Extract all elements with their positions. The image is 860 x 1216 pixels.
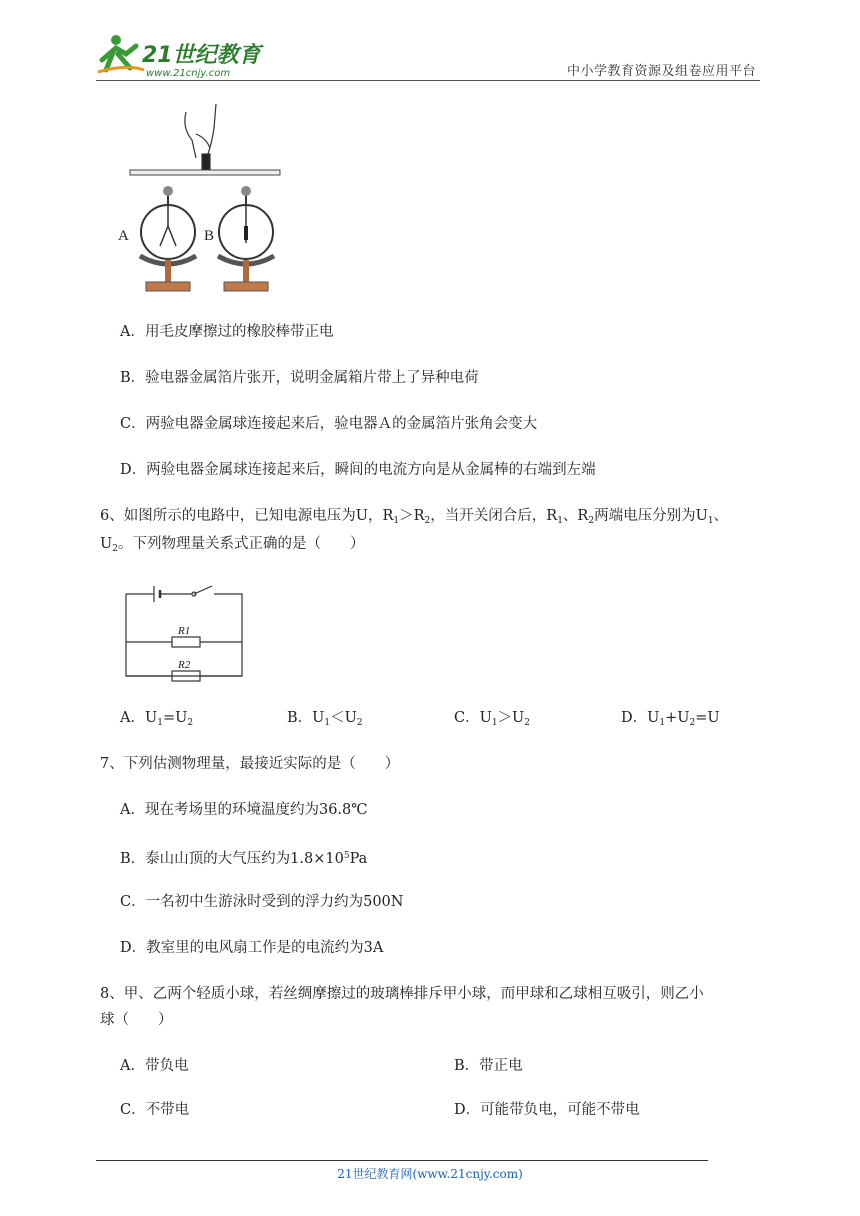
q6-option-b[interactable]: B．$U_1<U_2$ <box>287 710 363 728</box>
q6-stem-line1: 6、如图所示的电路中，已知电源电压为U，$R_1>R_2$，当开关闭合后，$R_1$、$R_2$两端电压分别为$U_1$、 <box>100 508 729 526</box>
q6-option-c[interactable]: C．$U_1>U_2$ <box>454 710 531 728</box>
q5-option-d[interactable]: D．两验电器金属球连接起来后，瞬间的电流方向是从金属棒的右端到左端 <box>120 462 596 478</box>
footer-link[interactable]: 21世纪教育网(www.21cnjy.com) <box>337 1167 523 1181</box>
label-b: B <box>204 228 215 244</box>
circuit-diagram <box>120 578 250 682</box>
q8-option-a[interactable]: A．带负电 <box>120 1058 189 1074</box>
q8-stem-line1: 8、甲、乙两个轻质小球，若丝绸摩擦过的玻璃棒排斥甲小球，而甲球和乙球相互吸引，则乙小 <box>100 986 704 1002</box>
r2-label: R2 <box>178 659 191 671</box>
header-platform-text: 中小学教育资源及组卷应用平台 <box>566 64 756 79</box>
label-a: A <box>118 228 129 244</box>
q5-option-b[interactable]: B．验电器金属箔片张开，说明金属箱片带上了异种电荷 <box>120 370 479 386</box>
footer-divider <box>96 1160 708 1161</box>
runner-logo-icon <box>98 35 144 72</box>
q5-option-a[interactable]: A．用毛皮摩擦过的橡胶棒带正电 <box>120 324 334 340</box>
electroscope-a <box>140 186 196 291</box>
q6-option-d[interactable]: D．$U_1+U_2=U$ <box>621 710 720 728</box>
hand-icon <box>185 104 216 170</box>
logo-main-text: 21世纪教育 <box>142 43 261 68</box>
q8-stem-line2: 球（ ） <box>100 1012 173 1028</box>
q7-option-c[interactable]: C．一名初中生游泳时受到的浮力约为500N <box>120 894 404 910</box>
header-divider <box>96 80 760 81</box>
switch-blade <box>194 586 212 594</box>
r1-label: R1 <box>178 625 191 637</box>
q8-option-c[interactable]: C．不带电 <box>120 1102 190 1118</box>
site-logo <box>96 30 266 82</box>
q5-option-c[interactable]: C．两验电器金属球连接起来后，验电器Ａ的金属箔片张角会变大 <box>120 416 538 432</box>
q6-option-a[interactable]: A．$U_1=U_2$ <box>120 710 194 728</box>
q6-stem-line2: $U_2$。下列物理量关系式正确的是（ ） <box>100 536 365 554</box>
q7-option-a[interactable]: A．现在考场里的环境温度约为36.8℃ <box>120 802 368 818</box>
resistor-r1 <box>172 637 200 647</box>
metal-plate <box>130 170 280 175</box>
q7-option-b[interactable]: B．泰山山顶的大气压约为$1.8\times 10^5Pa$ <box>120 851 368 867</box>
electroscope-figure <box>112 98 292 298</box>
q7-option-d[interactable]: D．教室里的电风扇工作是的电流约为3A <box>120 940 384 956</box>
electroscope-b <box>218 186 274 291</box>
q7-stem: 7、下列估测物理量，最接近实际的是（ ） <box>100 756 400 772</box>
q8-option-b[interactable]: B．带正电 <box>454 1058 523 1074</box>
logo-url-text: www.21cnjy.com <box>146 68 231 79</box>
q8-option-d[interactable]: D．可能带负电，可能不带电 <box>454 1102 640 1118</box>
